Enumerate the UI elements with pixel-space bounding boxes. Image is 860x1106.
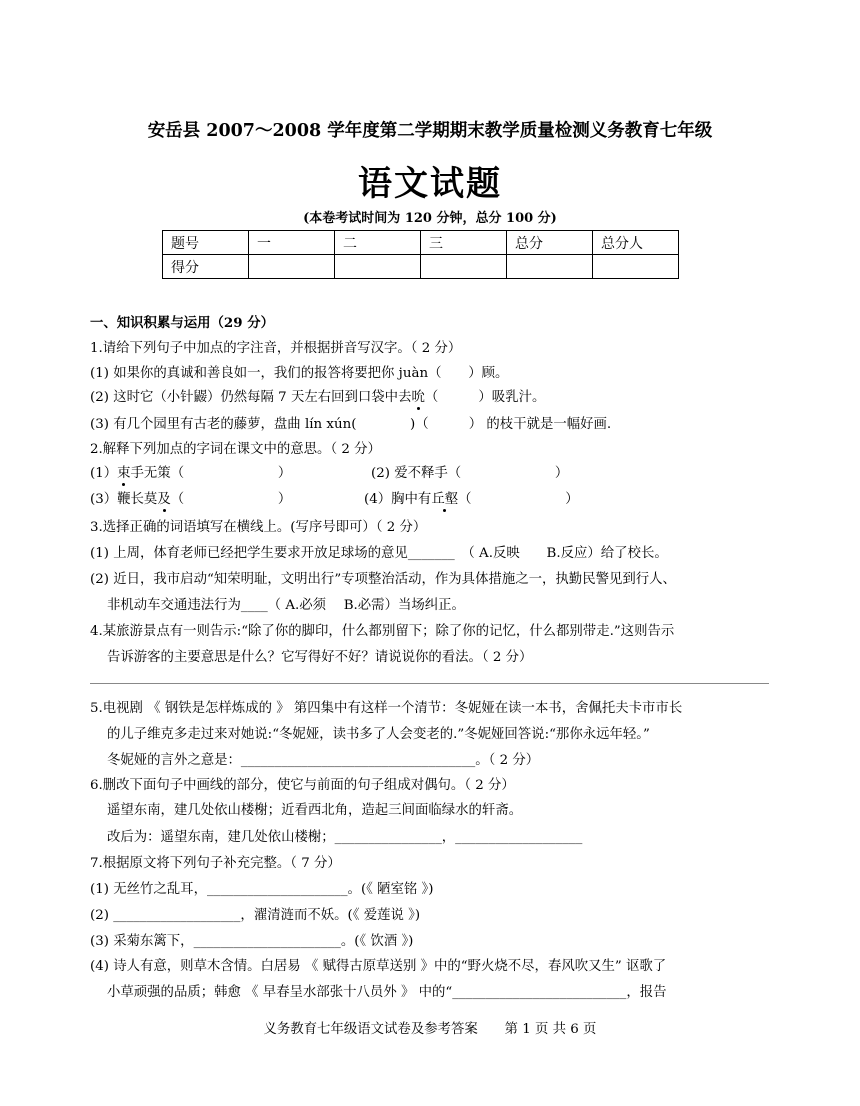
question-2-item-4 bbox=[364, 488, 579, 507]
question-6-line-1: 遥望东南，建几处依山楼榭；近看西北角，造起三间面临绿水的轩斋。 bbox=[107, 803, 523, 818]
question-7-item-4-cont: 小草顽强的品质；韩愈 《 早春呈水部张十八员外 》 中的“__________________________，报告 bbox=[107, 985, 667, 1000]
question-6-line-2: 改后为：遥望东南，建几处依山楼榭；________________，___________________ bbox=[107, 830, 583, 845]
text-segment: (2) 这时它（小针鼹）仍然每隔 7 天左右回到口袋中去 bbox=[90, 390, 412, 405]
question-2-stem: 2.解释下列加点的字词在课文中的意思。（ 2 分） bbox=[90, 442, 381, 457]
table-cell: 题号 bbox=[163, 231, 249, 255]
question-2-item-2: (2) 爱不释手（ ） bbox=[371, 466, 569, 481]
question-7-stem: 7.根据原文将下列句子补充完整。（ 7 分） bbox=[90, 856, 341, 871]
question-1-item-3: (3) 有几个园里有古老的藤萝，盘曲 lín xún( )（ ） 的枝干就是一幅好画. bbox=[90, 417, 612, 432]
table-cell: 得分 bbox=[163, 255, 249, 279]
question-5-line-2: 的儿子维克多走过来对她说:“冬妮娅，读书多了人会变老的.”冬妮娅回答说:“那你永远年轻。” bbox=[107, 727, 650, 742]
dotted-character: 吮 bbox=[411, 386, 424, 405]
question-3-item-2: (2) 近日，我市启动“知荣明耻，文明出行”专项整治活动，作为具体措施之一，执勤民警见到行人、 bbox=[90, 572, 676, 587]
question-1-stem: 1.请给下列句子中加点的字注音，并根据拼音写汉字。（ 2 分） bbox=[90, 341, 462, 356]
question-6-stem: 6.删改下面句子中画线的部分，使它与前面的句子组成对偶句。（ 2 分） bbox=[90, 778, 515, 793]
question-5-line-3: 冬妮娅的言外之意是：___________________________________。（ 2 分） bbox=[107, 753, 540, 768]
table-cell: 二 bbox=[335, 231, 421, 255]
question-7-item-4: (4) 诗人有意，则草木含情。白居易 《 赋得古原草送别 》中的“野火烧不尽，春风吹又生” 讴歌了 bbox=[90, 959, 667, 974]
text-segment: (3）鞭长莫 bbox=[90, 492, 158, 507]
text-segment: （ ） bbox=[170, 492, 292, 507]
question-3-item-1: (1) 上周，体育老师已经把学生要求开放足球场的意见_______ （ A.反映 B.反应）给了校长。 bbox=[90, 546, 668, 561]
score-table bbox=[162, 230, 679, 279]
question-4-line-2: 告诉游客的主要意思是什么？它写得好不好？请说说你的看法。（ 2 分） bbox=[107, 650, 533, 665]
score-cell[interactable] bbox=[507, 255, 593, 279]
question-3-stem: 3.选择正确的词语填写在横线上。(写序号即可）（ 2 分） bbox=[90, 520, 427, 535]
text-segment: 手无策（ ） bbox=[130, 466, 292, 481]
text-segment: （ ）吸乳汁。 bbox=[424, 390, 546, 405]
section-heading: 一、知识积累与运用（29 分） bbox=[90, 315, 274, 331]
dotted-character: 束 bbox=[117, 462, 130, 481]
score-cell[interactable] bbox=[249, 255, 335, 279]
text-segment: (1） bbox=[90, 466, 118, 481]
text-segment: (4）胸中有 bbox=[364, 492, 432, 507]
question-3-item-2-cont: 非机动车交通违法行为____（ A.必须 B.必需）当场纠正。 bbox=[107, 598, 465, 613]
question-1-item-2 bbox=[90, 386, 545, 405]
question-7-item-1: (1) 无丝竹之乱耳，_____________________。(《 陋室铭 》) bbox=[90, 882, 434, 897]
question-2-item-3 bbox=[90, 488, 291, 507]
score-cell[interactable] bbox=[335, 255, 421, 279]
table-cell: 一 bbox=[249, 231, 335, 255]
question-5-line-1: 5.电视剧 《 钢铁是怎样炼成的 》 第四集中有这样一个清节：冬妮娅在读一本书，舍佩托夫卡市市长 bbox=[90, 701, 683, 716]
question-4-line-1: 4.某旅游景点有一则告示:“除了你的脚印，什么都别留下；除了你的记忆，什么都别带走.”这则告示 bbox=[90, 624, 675, 639]
page-footer: 义务教育七年级语文试卷及参考答案 第 1 页 共 6 页 bbox=[263, 1022, 597, 1037]
exam-title: 语文试题 bbox=[358, 164, 502, 204]
dotted-character: 丘壑 bbox=[431, 488, 458, 507]
question-7-item-3: (3) 采菊东篱下，______________________。(《 饮酒 》) bbox=[90, 934, 414, 949]
score-table-row-score bbox=[163, 255, 679, 279]
table-cell: 总分 bbox=[507, 231, 593, 255]
question-7-item-2: (2) ___________________，濯清涟而不妖。(《 爱莲说 》) bbox=[90, 908, 421, 923]
exam-subtitle: (本卷考试时间为 120 分钟，总分 100 分) bbox=[303, 211, 557, 226]
exam-header: 安岳县 2007～2008 学年度第二学期期末教学质量检测义务教育七年级 bbox=[147, 121, 713, 141]
score-table-row-header bbox=[163, 231, 679, 255]
text-segment: （ ） bbox=[458, 492, 579, 507]
table-cell: 三 bbox=[421, 231, 507, 255]
dotted-character: 及 bbox=[157, 488, 170, 507]
question-2-item-1 bbox=[90, 462, 291, 481]
score-cell[interactable] bbox=[593, 255, 679, 279]
answer-line[interactable] bbox=[90, 683, 769, 684]
table-cell: 总分人 bbox=[593, 231, 679, 255]
score-cell[interactable] bbox=[421, 255, 507, 279]
question-1-item-1: (1) 如果你的真诚和善良如一，我们的报答将要把你 juàn（ ）顾。 bbox=[90, 366, 509, 381]
